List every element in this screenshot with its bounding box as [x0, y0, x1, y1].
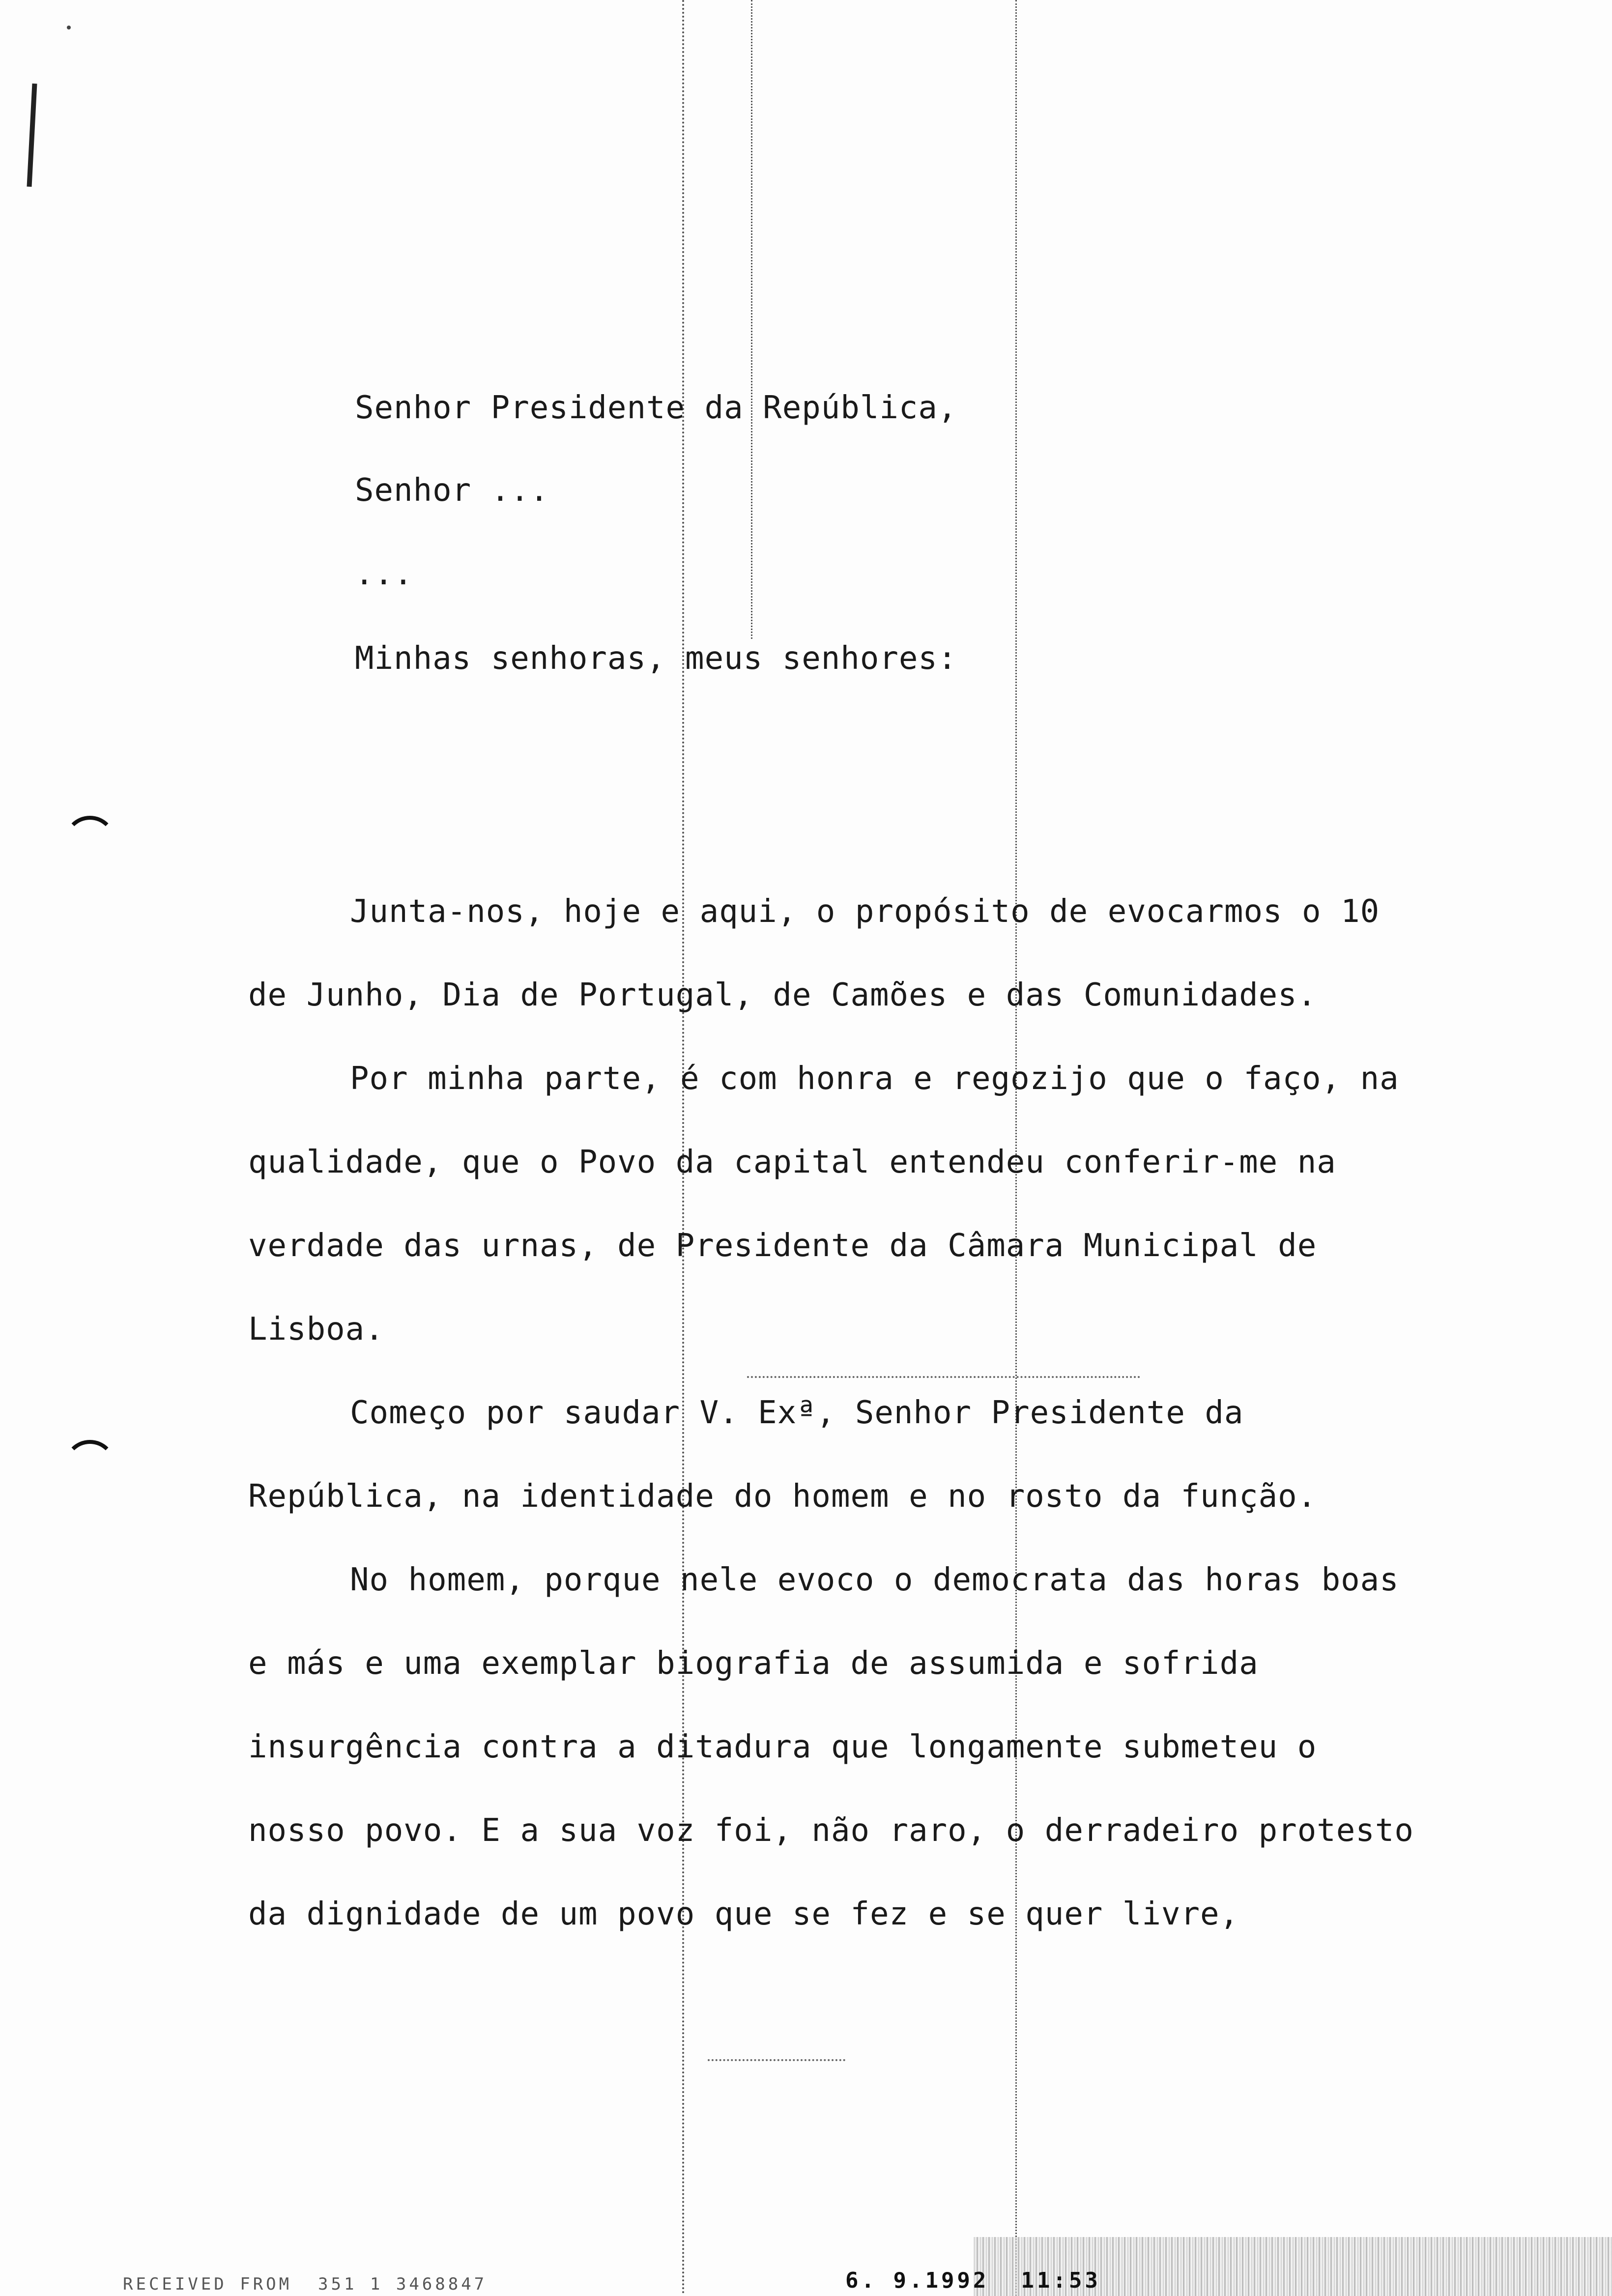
fax-timestamp: 6. 9.1992 11:53 — [845, 2268, 1101, 2293]
paragraph-line: da dignidade de um povo que se fez e se quer livre, — [248, 1896, 1239, 1932]
paragraph-line: Lisboa. — [248, 1311, 384, 1348]
paragraph-line: e más e uma exemplar biografia de assumida e sofrida — [248, 1645, 1259, 1682]
paragraph-line: de Junho, Dia de Portugal, de Camões e das Comunidades. — [248, 977, 1317, 1013]
punch-hole-mark — [64, 1440, 116, 1492]
scan-artifact — [708, 2059, 845, 2061]
punch-hole-mark — [64, 816, 116, 868]
paragraph-line: qualidade, que o Povo da capital entendeu conferir-me na — [248, 1144, 1336, 1180]
paragraph-line: insurgência contra a ditadura que longamente submeteu o — [248, 1729, 1317, 1765]
salutation-line: Senhor Presidente da República, — [355, 390, 957, 426]
paragraph-line: Por minha parte, é com honra e regozijo que o faço, na — [350, 1061, 1399, 1097]
scan-artifact — [747, 1376, 1140, 1378]
salutation-line: Minhas senhoras, meus senhores: — [355, 640, 957, 677]
paragraph-line: verdade das urnas, de Presidente da Câmara Municipal de — [248, 1228, 1317, 1264]
fax-header-text: RECEIVED FROM 351 1 3468847 — [123, 2274, 488, 2294]
fax-footer — [0, 2262, 1612, 2296]
paragraph-line: nosso povo. E a sua voz foi, não raro, o derradeiro protesto — [248, 1812, 1414, 1849]
paragraph-line: Junta-nos, hoje e aqui, o propósito de evocarmos o 10 — [350, 893, 1380, 930]
fold-line — [751, 0, 752, 639]
paragraph-line: No homem, porque nele evoco o democrata das horas boas — [350, 1562, 1399, 1598]
salutation-line: ... — [355, 556, 413, 592]
margin-mark — [27, 84, 37, 187]
stray-dot — [67, 26, 71, 29]
paragraph-line: Começo por saudar V. Exª, Senhor Presidente da — [350, 1395, 1244, 1431]
salutation-line: Senhor ... — [355, 472, 549, 509]
paragraph-line: República, na identidade do homem e no rosto da função. — [248, 1478, 1317, 1515]
